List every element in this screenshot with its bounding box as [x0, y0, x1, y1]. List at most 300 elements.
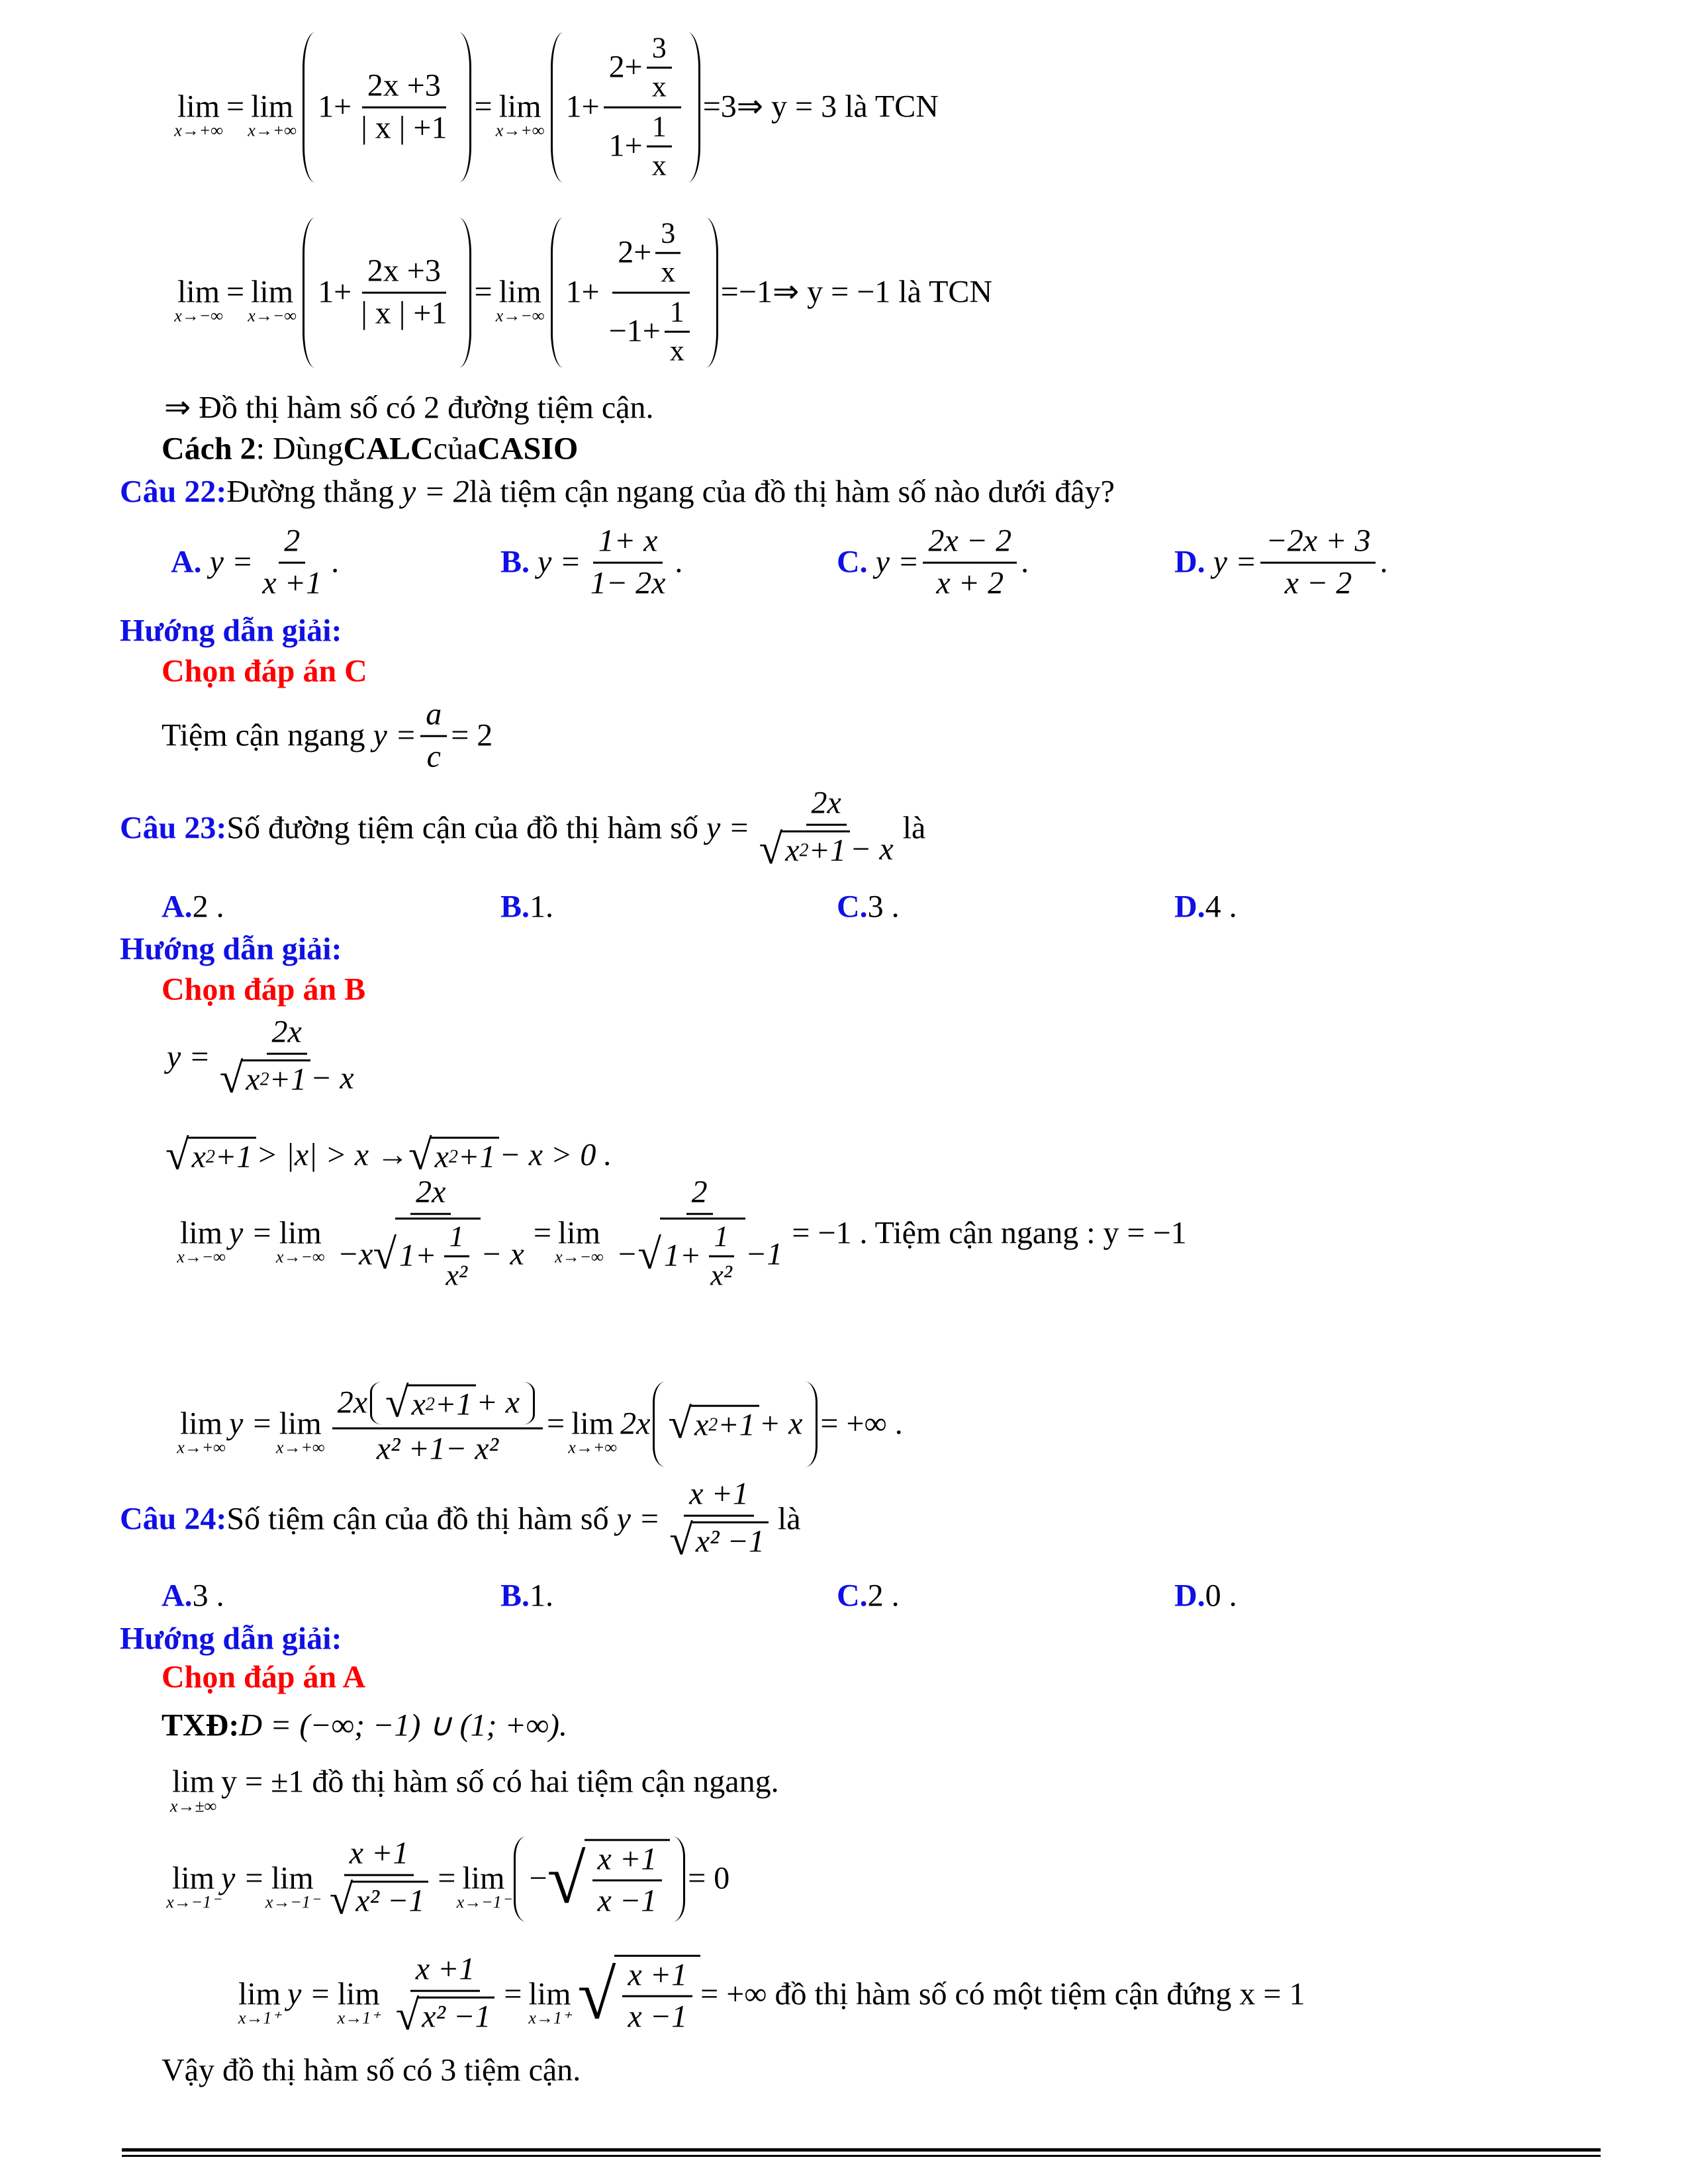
lim-sub: x→1⁺	[337, 2009, 380, 2028]
lim-word: lim	[462, 1860, 505, 1896]
t: TXĐ:	[162, 1707, 240, 1743]
t: x	[246, 1062, 260, 1097]
option-d[interactable]	[1174, 890, 1237, 925]
fraction	[923, 524, 1017, 602]
result: = +∞ đồ thị hàm số có một tiệm cận đứng x = 1	[700, 1976, 1305, 2012]
t: 2x	[620, 1406, 651, 1441]
fraction	[355, 254, 452, 332]
eq: =	[226, 274, 245, 310]
num	[332, 1379, 543, 1430]
lim-sub: x→+∞	[275, 1438, 325, 1458]
num: 2x +3	[362, 69, 446, 109]
lim-word: lim	[251, 274, 294, 310]
t: 1+	[608, 128, 643, 163]
option-b[interactable]	[500, 1579, 553, 1614]
t: y =	[287, 1976, 331, 2012]
option-value: 0 .	[1205, 1578, 1237, 1614]
result: =−1⇒ y = −1 là TCN	[720, 274, 993, 310]
eq: =	[547, 1406, 565, 1441]
lim	[174, 274, 223, 326]
lim-sub: x→−1⁻	[265, 1893, 320, 1913]
lim-word: lim	[271, 1860, 314, 1896]
sqrt: √ x 2 +1	[668, 1403, 759, 1446]
lim-sub: x→−∞	[174, 306, 223, 326]
t: 1+	[399, 1238, 437, 1273]
option-b[interactable]	[500, 524, 682, 602]
fraction	[705, 1221, 737, 1293]
den: x	[651, 71, 667, 104]
lhs: y =	[167, 1039, 211, 1075]
lim	[238, 1976, 281, 2028]
t: +1	[434, 1387, 473, 1422]
fraction	[611, 1175, 788, 1293]
paren	[303, 218, 315, 368]
question-23	[120, 786, 925, 872]
guide-heading: Hướng dẫn giải:	[120, 613, 342, 649]
lim-sub: x→+∞	[174, 121, 223, 141]
term: 1+	[565, 274, 600, 310]
lim-word: lim	[279, 1215, 322, 1251]
paren	[459, 32, 471, 183]
eq: =	[226, 89, 245, 124]
den: x²	[710, 1259, 732, 1292]
guide-heading: Hướng dẫn giải:	[120, 1621, 342, 1657]
t: CASIO	[477, 431, 579, 467]
num	[604, 32, 681, 109]
num: x +1	[684, 1477, 754, 1517]
t: −1+	[608, 313, 661, 349]
lim	[337, 1976, 380, 2028]
limit-row-neg-inf	[171, 218, 992, 368]
t: − x	[849, 831, 894, 867]
t: là	[902, 810, 926, 846]
sqrt: √ 1+ $\frac{1}{\text{x²}}$	[373, 1218, 481, 1293]
fraction	[355, 69, 452, 146]
t: Số tiệm cận của đồ thị hàm số	[226, 1501, 609, 1537]
t: của	[433, 431, 478, 467]
paren	[805, 1382, 818, 1467]
fraction	[332, 1175, 530, 1293]
fraction	[257, 524, 327, 602]
limit-minus-one	[165, 1837, 729, 1922]
sqrt: √ x 2 +1	[220, 1058, 310, 1101]
den	[604, 294, 699, 368]
num: x +1	[344, 1837, 414, 1876]
option-letter: C.	[837, 889, 868, 925]
den	[332, 1215, 530, 1293]
result: =3⇒ y = 3 là TCN	[702, 89, 939, 124]
t: +1	[457, 1139, 496, 1175]
den: 1− 2x	[590, 565, 666, 601]
lhs: y =	[875, 544, 919, 580]
option-a[interactable]	[162, 1579, 224, 1614]
fraction	[420, 698, 447, 775]
guide-heading: Hướng dẫn giải:	[120, 931, 342, 967]
limit-pos-inf	[173, 1379, 903, 1467]
fraction	[440, 1221, 473, 1293]
lim	[174, 89, 223, 141]
lim-sub: x→+∞	[248, 121, 297, 141]
t: 1+	[663, 1238, 702, 1273]
lim-sub: x→+∞	[495, 121, 545, 141]
paren	[706, 218, 718, 368]
fraction	[622, 1958, 692, 2035]
answer-text: Chọn đáp án C	[162, 653, 367, 689]
conclusion-text: ⇒ Đồ thị hàm số có 2 đường tiệm cận.	[164, 390, 654, 426]
den: x² +1− x²	[376, 1431, 498, 1467]
lim	[248, 89, 297, 141]
lim	[456, 1860, 511, 1913]
option-a[interactable]	[162, 890, 224, 925]
num: −2x + 3	[1260, 524, 1376, 564]
fraction	[391, 1952, 500, 2038]
lim-word: lim	[528, 1976, 571, 2012]
solution-22	[162, 698, 492, 775]
lim	[177, 1406, 226, 1458]
lhs: y =	[538, 544, 581, 580]
lim-sub: x→+∞	[177, 1438, 226, 1458]
fraction	[754, 786, 899, 872]
t: CALC	[343, 431, 434, 467]
den	[324, 1876, 434, 1922]
den: | x | +1	[361, 295, 447, 331]
option-letter: C.	[837, 1578, 868, 1614]
den: x	[651, 149, 667, 182]
fraction	[647, 32, 672, 104]
lim-word: lim	[571, 1406, 614, 1441]
question-24	[120, 1477, 801, 1563]
num: x +1	[410, 1952, 481, 1992]
lim	[169, 1764, 217, 1816]
lim-word: lim	[172, 1764, 215, 1799]
lhs: y =	[1213, 544, 1257, 580]
num: 3	[655, 218, 680, 254]
lim	[528, 1976, 571, 2028]
t: y =	[221, 1860, 265, 1896]
option-letter: B.	[500, 1578, 530, 1614]
t: Số đường tiệm cận của đồ thị hàm số	[226, 810, 698, 846]
footer-rule	[122, 2148, 1601, 2152]
num: 3	[647, 32, 672, 69]
t: 2+	[608, 50, 643, 85]
option-c[interactable]	[837, 1579, 900, 1614]
sqrt: √ 1+ $\frac{1}{\text{x²}}$	[637, 1218, 745, 1293]
paren	[370, 1382, 383, 1425]
option-letter: A.	[162, 889, 193, 925]
lim	[555, 1215, 604, 1267]
den	[611, 1215, 788, 1293]
lim-word: lim	[337, 1976, 380, 2012]
sqrt: √ x 2 +1	[165, 1134, 256, 1177]
option-value: 2 .	[192, 889, 224, 925]
option-letter: C.	[837, 544, 868, 580]
lim-sub: x→1⁺	[238, 2009, 281, 2028]
t: 2	[425, 1394, 435, 1415]
t: +1	[269, 1062, 306, 1097]
eq: =	[533, 1215, 551, 1251]
lhs: y =	[373, 717, 417, 753]
lim-sub: x→−∞	[275, 1248, 325, 1267]
t: 2	[708, 1415, 718, 1436]
option-d[interactable]	[1174, 1579, 1237, 1614]
lim	[166, 1860, 220, 1913]
t: 2	[448, 1146, 458, 1167]
t: −x	[337, 1236, 373, 1272]
math: y = 2	[402, 474, 469, 510]
lim-sub: x→−1⁻	[456, 1893, 511, 1913]
fraction	[664, 1477, 774, 1563]
den: x −1	[628, 1999, 688, 2034]
sqrt: √ x² −1	[669, 1520, 769, 1563]
t: = 2	[451, 717, 493, 753]
term: 1+	[565, 89, 600, 124]
paren	[459, 218, 471, 368]
term: 1+	[318, 89, 352, 124]
lim-word: lim	[251, 89, 294, 124]
lim	[495, 89, 545, 141]
t: x	[411, 1387, 426, 1422]
limit-plus-one	[232, 1952, 1305, 2038]
t: − x > 0 .	[499, 1137, 612, 1173]
lim-word: lim	[180, 1406, 223, 1441]
t: y = ±1 đồ thị hàm số có hai tiệm cận ngang.	[221, 1764, 779, 1799]
fraction	[324, 1837, 434, 1922]
t: : Dùng	[256, 431, 344, 467]
t: 2+	[618, 235, 652, 271]
paren	[673, 1837, 685, 1922]
sqrt: √ x 2 +1	[385, 1382, 476, 1425]
option-letter: B.	[500, 889, 530, 925]
den: x	[661, 256, 676, 289]
lim-sub: x→−∞	[248, 306, 297, 326]
option-letter: D.	[1174, 1578, 1205, 1614]
num: a	[420, 698, 447, 737]
lim	[248, 274, 297, 326]
num: 1	[709, 1221, 734, 1257]
t: x	[785, 833, 800, 868]
t: x² −1	[352, 1881, 428, 1919]
lim-word: lim	[180, 1215, 223, 1251]
method-2	[162, 432, 578, 467]
fraction	[585, 524, 671, 602]
den	[604, 109, 681, 183]
den	[214, 1055, 359, 1101]
lhs: y =	[706, 810, 750, 846]
option-d[interactable]	[1174, 524, 1387, 602]
t: x² −1	[418, 1997, 494, 2035]
option-value: 1.	[530, 889, 554, 925]
t: +1	[214, 1139, 253, 1175]
t: Tiệm cận ngang	[162, 717, 365, 753]
footer-rule	[122, 2155, 1601, 2157]
question-label: Câu 24:	[120, 1501, 227, 1537]
paren	[522, 1382, 535, 1425]
num: x +1	[622, 1958, 692, 1997]
fraction	[332, 1379, 543, 1467]
paren	[551, 32, 563, 183]
t: 2x	[337, 1385, 368, 1420]
lim-sub: x→1⁺	[528, 2009, 571, 2028]
t: + x	[759, 1406, 803, 1441]
t: 2	[799, 841, 809, 861]
t: −1	[745, 1236, 783, 1272]
sqrt: √ x² −1	[396, 1995, 495, 2038]
t: là tiệm cận ngang của đồ thị hàm số nào dưới đây?	[469, 474, 1115, 510]
sqrt: √ x 2 +1	[759, 829, 850, 872]
eq: =	[438, 1860, 456, 1896]
paren	[688, 32, 700, 183]
fraction	[647, 111, 672, 183]
t: Cách 2	[162, 431, 256, 467]
lim-word: lim	[177, 274, 220, 310]
sqrt: √ $\frac{x +1}{x -1}$	[547, 1839, 671, 1919]
den	[754, 826, 899, 872]
lim-word: lim	[279, 1406, 322, 1441]
lim	[568, 1406, 617, 1458]
t: x² −1	[692, 1522, 769, 1560]
lim	[177, 1215, 226, 1267]
t: x	[191, 1139, 206, 1175]
num: 1+ x	[593, 524, 663, 564]
t: −	[616, 1236, 638, 1272]
lim	[495, 274, 545, 326]
num: 1	[665, 296, 690, 333]
domain-line	[162, 1709, 567, 1744]
lim-sub: x→−∞	[177, 1248, 226, 1267]
den: x −1	[597, 1884, 657, 1919]
fraction	[665, 296, 690, 368]
lim-word: lim	[498, 89, 541, 124]
den: x − 2	[1284, 565, 1352, 601]
option-letter: B.	[500, 544, 530, 580]
num: x +1	[592, 1842, 663, 1882]
option-b[interactable]	[500, 890, 553, 925]
den: x²	[445, 1259, 468, 1292]
option-value: 3 .	[192, 1578, 224, 1614]
sqrt: √ x² −1	[330, 1879, 429, 1922]
lim-sub: x→−∞	[555, 1248, 604, 1267]
fraction	[604, 218, 699, 368]
option-c[interactable]	[837, 524, 1029, 602]
t: .	[331, 544, 340, 580]
paren	[514, 1837, 526, 1922]
option-a[interactable]	[171, 524, 339, 602]
lhs: y =	[616, 1501, 661, 1537]
t: > |x| > x →	[256, 1137, 409, 1173]
num: 2x	[267, 1015, 307, 1055]
horizontal-asymptote-line	[165, 1764, 779, 1816]
t: x	[434, 1139, 449, 1175]
question-label: Câu 22:	[120, 474, 227, 510]
sqrt: √ $\frac{x +1}{x -1}$	[577, 1954, 700, 2035]
result: = −1 . Tiệm cận ngang : y = −1	[792, 1215, 1187, 1251]
limit-row-pos-inf	[171, 32, 939, 183]
paren	[653, 1382, 665, 1467]
t: y =	[229, 1215, 273, 1251]
t: −	[529, 1860, 547, 1896]
t: − x	[310, 1060, 354, 1096]
lim	[265, 1860, 320, 1913]
den: | x | +1	[361, 110, 447, 146]
fraction	[1260, 524, 1376, 602]
lim-word: lim	[557, 1215, 600, 1251]
sqrt: √ x 2 +1	[408, 1134, 499, 1177]
option-value: 3 .	[867, 889, 900, 925]
question-label: Câu 23:	[120, 810, 227, 846]
t: y =	[229, 1406, 273, 1441]
t: là	[777, 1501, 801, 1537]
fraction	[655, 218, 680, 289]
lim-word: lim	[498, 274, 541, 310]
eq: =	[474, 274, 492, 310]
option-value: 1.	[530, 1578, 554, 1614]
result: = +∞ .	[820, 1406, 903, 1441]
num: 2	[279, 524, 305, 564]
den: x +1	[262, 565, 322, 601]
eq: =	[504, 1976, 522, 2012]
lim	[275, 1215, 325, 1267]
question-22	[120, 475, 1115, 510]
num: 1	[444, 1221, 469, 1257]
t: 2	[259, 1069, 269, 1090]
num	[612, 218, 690, 294]
lim-sub: x→−1⁻	[166, 1893, 220, 1913]
num: 2x	[806, 786, 847, 826]
num: 2x − 2	[923, 524, 1017, 564]
t: + x	[476, 1385, 520, 1420]
lim-sub: x→+∞	[568, 1438, 617, 1458]
term: 1+	[318, 274, 352, 310]
num: 2	[686, 1175, 713, 1215]
t: D = (−∞; −1) ∪ (1; +∞).	[239, 1707, 568, 1743]
paren	[551, 218, 563, 368]
lhs: y =	[209, 544, 254, 580]
fraction	[214, 1015, 359, 1101]
result: = 0	[688, 1860, 730, 1896]
t: +1	[808, 833, 846, 868]
t: Đường thẳng	[226, 474, 395, 510]
function-def	[167, 1015, 363, 1101]
final-conclusion: Vậy đồ thị hàm số có 3 tiệm cận.	[162, 2052, 581, 2088]
lim-word: lim	[177, 89, 220, 124]
paren	[303, 32, 315, 183]
answer-text: Chọn đáp án A	[162, 1659, 366, 1695]
t: x	[694, 1408, 709, 1443]
option-letter: D.	[1174, 889, 1205, 925]
lim	[275, 1406, 325, 1458]
t: .	[1380, 544, 1388, 580]
num: 2x	[410, 1175, 451, 1215]
den	[664, 1517, 774, 1563]
fraction	[604, 32, 681, 183]
option-letter: D.	[1174, 544, 1205, 580]
den: c	[426, 739, 441, 774]
option-c[interactable]	[837, 890, 900, 925]
num: 2x +3	[362, 254, 446, 294]
inequality	[165, 1131, 612, 1179]
t: .	[1021, 544, 1029, 580]
eq: =	[474, 89, 492, 124]
answer-text: Chọn đáp án B	[162, 972, 366, 1007]
option-letter: A.	[162, 1578, 193, 1614]
den	[391, 1992, 500, 2038]
t: .	[675, 544, 683, 580]
t: 2	[205, 1146, 215, 1167]
t: +1	[718, 1408, 755, 1443]
lim-word: lim	[238, 1976, 281, 2012]
t: − x	[481, 1236, 524, 1272]
fraction	[592, 1842, 663, 1919]
